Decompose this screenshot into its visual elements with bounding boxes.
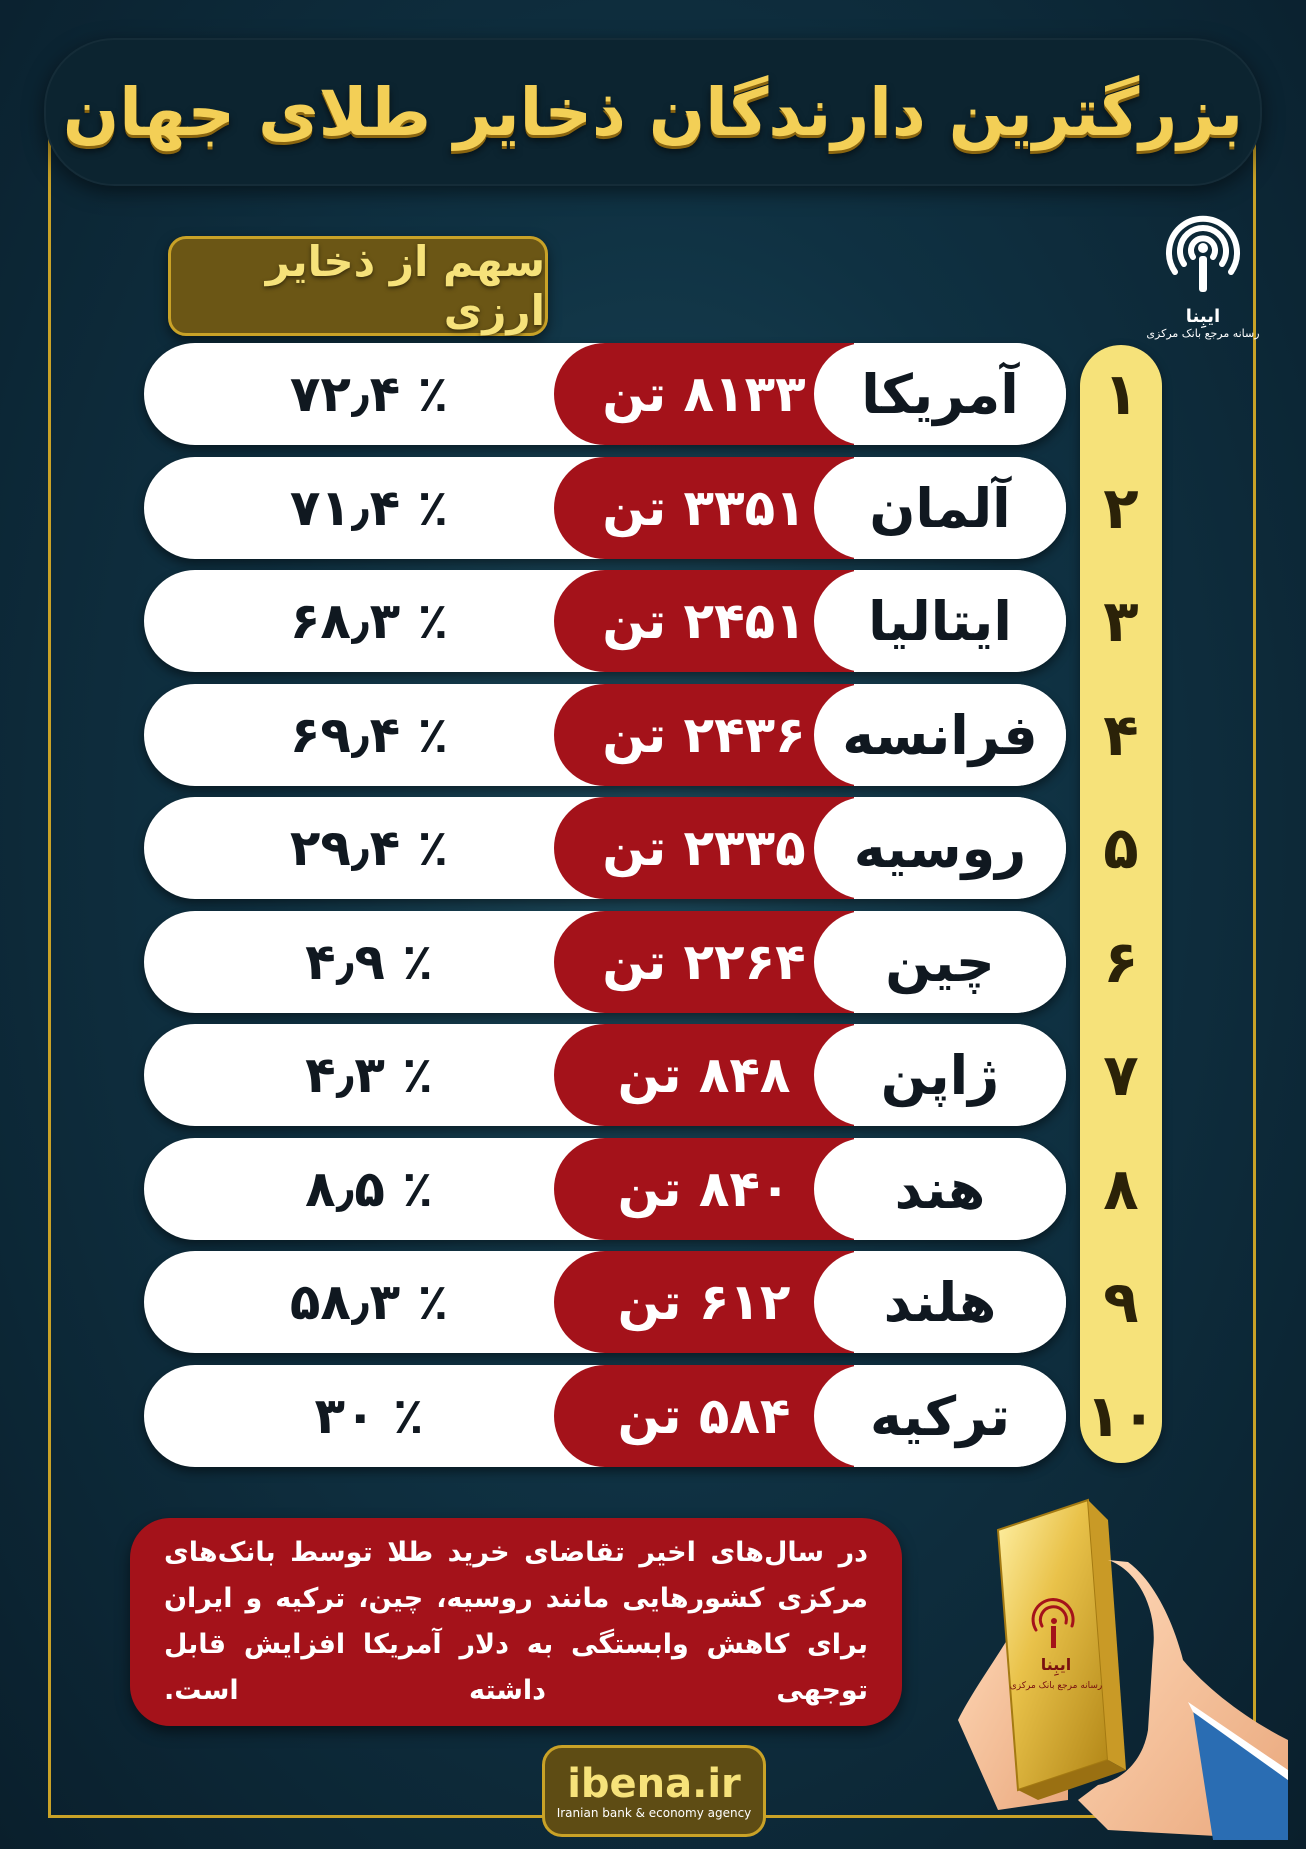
tons-value: ۲۳۳۵ تن xyxy=(602,819,806,877)
country-name: ژاپن xyxy=(880,1043,1000,1107)
share-column-label: سهم از ذخایر ارزی xyxy=(265,237,545,335)
table-row xyxy=(144,797,1066,899)
country-cell xyxy=(814,797,1066,899)
table-row xyxy=(144,684,1066,786)
rank-value: ۶ xyxy=(1103,928,1139,996)
table-row xyxy=(144,1138,1066,1240)
rank-value: ۴ xyxy=(1103,701,1139,769)
ibena-logo xyxy=(1138,204,1268,354)
country-cell xyxy=(814,684,1066,786)
share-cell xyxy=(204,1251,534,1353)
share-cell xyxy=(204,797,534,899)
rank-number xyxy=(1080,1365,1162,1467)
country-name: چین xyxy=(885,930,995,994)
rank-number xyxy=(1080,457,1162,559)
rank-value: ۲ xyxy=(1103,474,1139,542)
tons-cell xyxy=(554,570,854,672)
table-row xyxy=(144,1365,1066,1467)
rank-value: ۱ xyxy=(1103,360,1139,428)
table-row xyxy=(144,570,1066,672)
tons-cell xyxy=(554,457,854,559)
tons-value: ۶۱۲ تن xyxy=(617,1273,791,1331)
rank-value: ۱۰ xyxy=(1085,1382,1157,1450)
gold-bar-logo-tagline: رسانه مرجع بانک مرکزی xyxy=(1009,1681,1103,1691)
country-cell xyxy=(814,1138,1066,1240)
title-banner xyxy=(44,38,1262,186)
tons-value: ۸۴۰ تن xyxy=(617,1160,791,1218)
country-name: آمریکا xyxy=(861,362,1019,426)
country-name: ایتالیا xyxy=(868,589,1012,653)
country-name: هلند xyxy=(883,1270,997,1334)
footer-badge[interactable] xyxy=(542,1745,766,1837)
rank-number xyxy=(1080,1024,1162,1126)
tons-cell xyxy=(554,684,854,786)
share-cell xyxy=(204,343,534,445)
share-cell xyxy=(204,684,534,786)
tons-cell xyxy=(554,1024,854,1126)
share-value: ٪ ۷۲٫۴ xyxy=(289,365,449,423)
rank-number xyxy=(1080,1251,1162,1353)
country-cell xyxy=(814,343,1066,445)
tons-value: ۸۱۳۳ تن xyxy=(602,365,806,423)
share-value: ٪ ۶۸٫۳ xyxy=(289,592,449,650)
footer-tagline: Iranian bank & economy agency xyxy=(556,1806,752,1820)
rank-value: ۵ xyxy=(1103,814,1139,882)
table-row xyxy=(144,343,1066,445)
country-cell xyxy=(814,1251,1066,1353)
country-name: فرانسه xyxy=(842,703,1038,767)
rank-number xyxy=(1080,684,1162,786)
share-value: ٪ ۴٫۳ xyxy=(305,1046,433,1104)
table-row xyxy=(144,911,1066,1013)
note-text: در سال‌های اخیر تقاضای خرید طلا توسط بانک‌های مرکزی کشورهایی مانند روسیه، چین، ترکیه و ایران برای کاهش وابستگی به دلار آمریکا افزایش قابل توجهی داشته است. xyxy=(164,1537,868,1706)
share-value: ٪ ۴٫۹ xyxy=(305,933,433,991)
tons-cell xyxy=(554,1365,854,1467)
rank-number xyxy=(1080,911,1162,1013)
country-cell xyxy=(814,457,1066,559)
tons-cell xyxy=(554,797,854,899)
country-name: آلمان xyxy=(869,476,1011,540)
note-box xyxy=(130,1518,902,1726)
country-cell xyxy=(814,1365,1066,1467)
table-row xyxy=(144,1251,1066,1353)
rank-value: ۹ xyxy=(1103,1268,1139,1336)
share-value: ٪ ۶۹٫۴ xyxy=(289,706,449,764)
page-title: بزرگترین دارندگان ذخایر طلای جهان xyxy=(62,73,1244,151)
hand-holding-gold-bar-icon xyxy=(958,1480,1288,1840)
share-value: ٪ ۵۸٫۳ xyxy=(289,1273,449,1331)
tons-cell xyxy=(554,1251,854,1353)
country-cell xyxy=(814,1024,1066,1126)
country-name: روسیه xyxy=(853,816,1027,880)
table-row xyxy=(144,1024,1066,1126)
rank-value: ۳ xyxy=(1103,587,1139,655)
rank-value: ۷ xyxy=(1103,1041,1139,1109)
tons-value: ۳۳۵۱ تن xyxy=(602,479,806,537)
share-cell xyxy=(204,1024,534,1126)
share-value: ٪ ۲۹٫۴ xyxy=(289,819,449,877)
rank-value: ۸ xyxy=(1103,1155,1139,1223)
share-value: ٪ ۷۱٫۴ xyxy=(289,479,449,537)
rank-number xyxy=(1080,1138,1162,1240)
tons-cell xyxy=(554,343,854,445)
broadcast-icon xyxy=(1153,204,1253,304)
tons-value: ۵۸۴ تن xyxy=(617,1387,791,1445)
share-cell xyxy=(204,911,534,1013)
tons-value: ۸۴۸ تن xyxy=(617,1046,791,1104)
country-name: هند xyxy=(894,1157,986,1221)
rank-number xyxy=(1080,570,1162,672)
rank-number xyxy=(1080,343,1162,445)
site-link[interactable]: ibena.ir xyxy=(567,1761,741,1807)
tons-cell xyxy=(554,911,854,1013)
tons-value: ۲۴۳۶ تن xyxy=(602,706,806,764)
share-cell xyxy=(204,1365,534,1467)
share-cell xyxy=(204,570,534,672)
country-cell xyxy=(814,570,1066,672)
share-cell xyxy=(204,1138,534,1240)
table-row xyxy=(144,457,1066,559)
tons-value: ۲۴۵۱ تن xyxy=(602,592,806,650)
country-cell xyxy=(814,911,1066,1013)
share-value: ٪ ۸٫۵ xyxy=(305,1160,433,1218)
share-cell xyxy=(204,457,534,559)
tons-cell xyxy=(554,1138,854,1240)
logo-tagline: رسانه مرجع بانک مرکزی xyxy=(1146,327,1260,340)
tons-value: ۲۲۶۴ تن xyxy=(602,933,806,991)
logo-name: ایبِنا xyxy=(1185,306,1221,327)
country-name: ترکیه xyxy=(869,1384,1011,1448)
rank-number xyxy=(1080,797,1162,899)
gold-bar-logo-name: ایبِنا xyxy=(1040,1655,1072,1674)
share-column-header xyxy=(168,236,548,336)
share-value: ٪ ۳۰ xyxy=(314,1387,424,1445)
